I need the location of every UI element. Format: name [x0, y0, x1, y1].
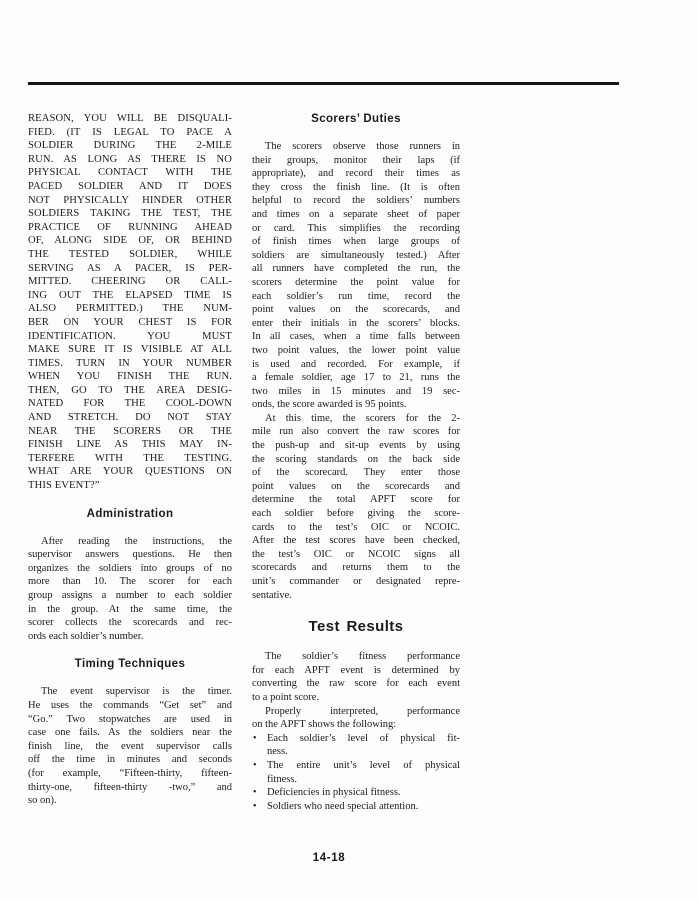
- bullet-icon: •: [253, 732, 257, 744]
- bullet-item: [252, 786, 460, 800]
- text-line: MAKE SURE IT IS VISIBLE AT ALL: [28, 344, 232, 356]
- text-line: helpful to record the soldiers’ numbers: [252, 195, 460, 207]
- text-line: The soldier’s fitness performance: [265, 651, 460, 663]
- text-line: Soldiers who need special attention.: [267, 800, 419, 812]
- text-line: NOT PHYSICALLY HINDER OTHER: [28, 194, 232, 206]
- text-line: the push-up and sit-up events by using: [252, 440, 460, 452]
- header-rule: [28, 82, 619, 85]
- text-line: PRACTICE OF RUNNING AHEAD: [28, 221, 232, 233]
- text-line: OF, ALONG SIDE OF, OR BEHIND: [28, 235, 232, 247]
- text-line: The scorers observe those runners in: [265, 141, 460, 152]
- text-line: MITTED. CHEERING OR CALL-: [28, 276, 232, 288]
- text-line: appropriate), and record their times as: [252, 168, 460, 180]
- text-line: each soldier before giving the score-: [252, 508, 460, 520]
- text-line: (for example, “Fifteen-thirty, fifteen-: [28, 767, 232, 779]
- paragraph: [252, 140, 460, 412]
- text-line: sentative.: [252, 589, 292, 601]
- text-line: After reading the instructions, the: [41, 535, 232, 547]
- text-line: PACED SOLDIER AND IT DOES: [28, 180, 232, 192]
- bullet-item: [252, 759, 460, 786]
- text-line: finish line, the event supervisor calls: [28, 740, 232, 752]
- text-line: to a point score.: [252, 691, 320, 703]
- text-line: is used and recorded. For example, if: [252, 358, 460, 370]
- text-line: each soldier’s run time, record the: [252, 290, 460, 302]
- text-line: THIS EVENT?”: [28, 480, 100, 492]
- bullet-text: [267, 786, 460, 800]
- text-line: mile run also convert the raw scores for: [252, 426, 460, 438]
- text-line: or card. This simplifies the recording: [252, 222, 460, 234]
- text-line: NEAR THE SCORERS OR THE: [28, 425, 232, 437]
- text-line: group assigns a number to each soldier: [28, 590, 232, 601]
- text-line: ING OUT THE ELAPSED TIME IS: [28, 289, 232, 301]
- text-line: FIED. (IT IS LEGAL TO PACE A: [28, 126, 232, 138]
- text-line: on the APFT shows the following:: [252, 719, 397, 731]
- bullet-item: [252, 800, 460, 814]
- bullet-text: [267, 732, 460, 759]
- text-line: Each soldier’s level of physical fit-: [267, 732, 460, 744]
- text-line: After the test scores have been checked,: [252, 535, 460, 547]
- text-line: The entire unit’s level of physical: [267, 759, 460, 771]
- text-line: of finish times when large groups of: [252, 236, 460, 248]
- bullet-list: [252, 732, 460, 814]
- text-line: determine the total APFT score for: [252, 494, 460, 506]
- text-line: and times on a separate sheet of paper: [252, 208, 460, 220]
- text-line: NATED FOR THE COOL-DOWN: [28, 398, 232, 410]
- text-line: point values on the scorecards, and: [252, 304, 460, 316]
- text-line: In all cases, when a time falls between: [252, 331, 460, 343]
- left-column: [28, 112, 232, 808]
- text-line: off the time in minutes and seconds: [28, 754, 232, 766]
- paragraph: [252, 705, 460, 732]
- text-line: the test’s OIC or NCOIC signs all: [252, 548, 460, 560]
- text-line: REASON, YOU WILL BE DISQUALI-: [28, 113, 232, 124]
- text-line: the scoring standards on the back side: [252, 453, 460, 465]
- right-column: [252, 112, 460, 813]
- text-line: ords each soldier’s number.: [28, 630, 144, 642]
- text-line: all runners have completed the run, the: [252, 263, 460, 275]
- text-line: WHEN YOU FINISH THE RUN.: [28, 371, 232, 383]
- bullet-item: [252, 732, 460, 759]
- section-heading: Timing Techniques: [74, 658, 186, 671]
- text-line: scorer collects the scorecards and rec-: [28, 617, 232, 629]
- text-line: unit’s commander or designated repre-: [252, 576, 460, 587]
- text-line: TIMES. TURN IN YOUR NUMBER: [28, 357, 232, 369]
- text-line: enter their initials in the scorers’ blocks.: [252, 317, 460, 329]
- text-line: more than 10. The scorer for each: [28, 576, 232, 588]
- text-line: TERFERE WITH THE TESTING.: [28, 452, 232, 464]
- text-line: for each APFT event is determined by: [252, 664, 460, 676]
- text-line: AND STRETCH. DO NOT STAY: [28, 412, 232, 424]
- text-line: IDENTIFICATION. YOU MUST: [28, 330, 232, 342]
- text-line: THEN, GO TO THE AREA DESIG-: [28, 384, 232, 396]
- text-line: The event supervisor is the timer.: [41, 686, 232, 698]
- text-line: BER ON YOUR CHEST IS FOR: [28, 316, 232, 328]
- section-heading: Test Results: [308, 618, 404, 636]
- text-line: soldiers are simultaneously tested.) After: [252, 249, 460, 261]
- text-line: At this time, the scorers for the 2-: [265, 412, 460, 424]
- text-line: “Go.” Two stopwatches are used in: [28, 713, 232, 725]
- text-line: in the group. At the same time, the: [28, 603, 232, 615]
- text-line: ness.: [267, 746, 288, 758]
- text-line: PHYSICAL CONTACT WITH THE: [28, 167, 232, 179]
- text-line: ALSO PERMITTED.) THE NUM-: [28, 303, 232, 315]
- paragraph: [28, 535, 232, 644]
- paragraph: [28, 685, 232, 807]
- text-line: Deficiencies in physical fitness.: [267, 787, 401, 799]
- text-line: converting the raw score for each event: [252, 678, 460, 690]
- text-line: their groups, monitor their laps (if: [252, 154, 460, 166]
- text-line: scorers determine the point value for: [252, 276, 460, 288]
- section-heading: Administration: [86, 507, 174, 520]
- text-line: thirty-one, fifteen-thirty -two,” and: [28, 781, 232, 793]
- paragraph: [28, 112, 232, 493]
- text-line: case one fails. As the soldiers near the: [28, 727, 232, 739]
- text-line: Properly interpreted, performance: [265, 705, 460, 717]
- section-heading: Scorers’ Duties: [311, 113, 401, 125]
- page-footer: [28, 852, 630, 864]
- page-number: 14-18: [312, 852, 346, 864]
- text-line: a female soldier, age 17 to 21, runs the: [252, 372, 460, 384]
- text-line: cards to the test’s OIC or NCOIC.: [252, 521, 460, 533]
- paragraph: [252, 412, 460, 602]
- text-line: two miles in 15 minutes and 19 sec-: [252, 385, 460, 397]
- bullet-icon: •: [253, 800, 257, 812]
- text-line: onds, the score awarded is 95 points.: [252, 399, 407, 411]
- bullet-text: [267, 800, 460, 814]
- text-line: supervisor answers questions. He then: [28, 549, 232, 561]
- text-line: SOLDIERS TAKING THE TEST, THE: [28, 208, 232, 220]
- bullet-icon: •: [253, 759, 257, 771]
- text-line: so on).: [28, 795, 57, 807]
- text-line: organizes the soldiers into groups of no: [28, 562, 232, 574]
- text-line: they cross the finish line. (It is often: [252, 181, 460, 193]
- text-line: RUN. AS LONG AS THERE IS NO: [28, 153, 232, 165]
- text-line: point values on the scorecards and: [252, 480, 460, 492]
- text-line: two point values, the lower point value: [252, 344, 460, 356]
- text-line: scorecards and returns them to the: [252, 562, 460, 574]
- bullet-text: [267, 759, 460, 786]
- text-line: WHAT ARE YOUR QUESTIONS ON: [28, 466, 232, 478]
- text-line: fitness.: [267, 773, 298, 785]
- text-line: SERVING AS A PACER, IS PER-: [28, 262, 232, 274]
- text-line: He uses the commands “Get set” and: [28, 699, 232, 711]
- paragraph: [252, 650, 460, 704]
- bullet-icon: •: [253, 787, 257, 799]
- text-line: THE TESTED SOLDIER, WHILE: [28, 248, 232, 260]
- text-line: FINISH LINE AS THIS MAY IN-: [28, 439, 232, 451]
- text-line: of the scorecard. They enter those: [252, 467, 460, 479]
- text-line: SOLDIER DURING THE 2-MILE: [28, 140, 232, 152]
